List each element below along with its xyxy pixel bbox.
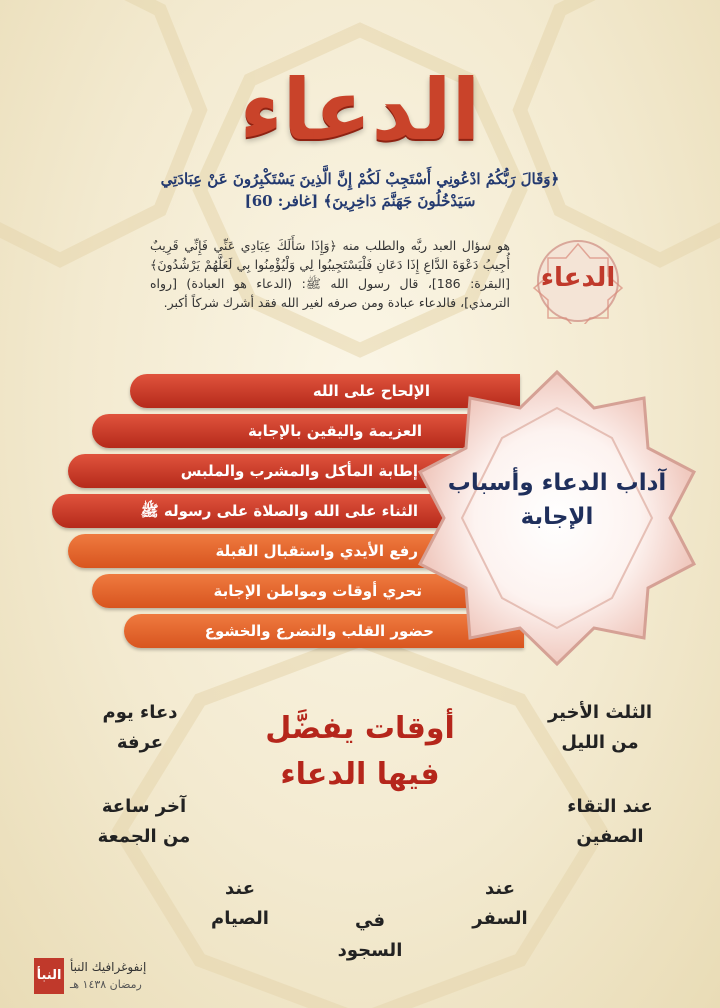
footer-date: رمضان ١٤٣٨ هـ bbox=[70, 978, 142, 991]
time-last-third bbox=[530, 698, 670, 758]
badge-label: الدعاء bbox=[540, 263, 616, 293]
footer-brand: إنفوغرافيك النبأ bbox=[70, 960, 147, 974]
quran-verse: ﴿وَقَالَ رَبُّكُمُ ادْعُونِي أَسْتَجِبْ لَكُمْ إِنَّ الَّذِينَ يَسْتَكْبِرُونَ عَنْ عِبَادَتِي سَيَدْخُلُونَ جَهَنَّمَ دَاخِرِينَ﴾ [غافر: 60] bbox=[160, 170, 560, 210]
time-friday bbox=[84, 792, 204, 852]
adab-item: إطابة المأكل والمشرب والملبس bbox=[68, 454, 508, 488]
adab-item: الإلحاح على الله bbox=[130, 374, 520, 408]
time-line: في bbox=[355, 910, 385, 931]
time-fasting bbox=[190, 874, 290, 934]
intro-paragraph: هو سؤال العبد ربَّه والطلب منه ﴿وَإِذَا سَأَلَكَ عِبَادِي عَنِّي فَإِنِّي قَرِيبٌ أُجِيبُ دَعْوَةَ الدَّاعِ إِذَا دَعَانِ فَلْيَسْتَجِيبُوا لِي وَلْيُؤْمِنُوا بِي لَعَلَّهُمْ يَرْشُدُونَ﴾ [البقرة: 186]، قال رسول الله ﷺ: (الدعاء هو العبادة) [رواه الترمذي]، فالدعاء عبادة ومن صرفه لغير الله فقد أشرك شركاً أكبر. bbox=[150, 238, 510, 310]
time-line: السفر bbox=[472, 908, 528, 929]
adab-item: رفع الأيدي واستقبال القبلة bbox=[68, 534, 508, 568]
time-sujood bbox=[320, 906, 420, 966]
time-line: آخر ساعة bbox=[101, 796, 187, 817]
time-line: عرفة bbox=[116, 732, 164, 753]
adab-item: الثناء على الله والصلاة على رسوله ﷺ bbox=[52, 494, 508, 528]
times-title bbox=[230, 706, 490, 798]
time-ranks-meet bbox=[540, 792, 680, 852]
time-line: عند التقاء bbox=[567, 796, 653, 817]
time-line: الصيام bbox=[211, 908, 269, 929]
time-line: دعاء يوم bbox=[102, 702, 178, 723]
time-line: من الجمعة bbox=[97, 826, 191, 847]
page-title: الدعاء bbox=[239, 61, 481, 159]
brand-logo: النبأ bbox=[34, 958, 64, 994]
times-title-line: أوقات يفضَّل bbox=[265, 711, 455, 746]
adab-item: حضور القلب والتضرع والخشوع bbox=[124, 614, 524, 648]
time-line: السجود bbox=[337, 940, 403, 961]
time-line: عند bbox=[484, 878, 516, 899]
times-title-line: فيها الدعاء bbox=[280, 757, 440, 792]
adab-item: العزيمة واليقين بالإجابة bbox=[92, 414, 512, 448]
time-arafah bbox=[80, 698, 200, 758]
time-line: من الليل bbox=[561, 732, 639, 753]
time-line: الثلث الأخير bbox=[547, 702, 653, 723]
time-line: الصفين bbox=[576, 826, 644, 847]
adab-item: تحري أوقات ومواطن الإجابة bbox=[92, 574, 512, 608]
time-line: عند bbox=[224, 878, 256, 899]
adab-title: آداب الدعاء وأسباب الإجابة bbox=[447, 470, 667, 530]
time-travel bbox=[450, 874, 550, 934]
